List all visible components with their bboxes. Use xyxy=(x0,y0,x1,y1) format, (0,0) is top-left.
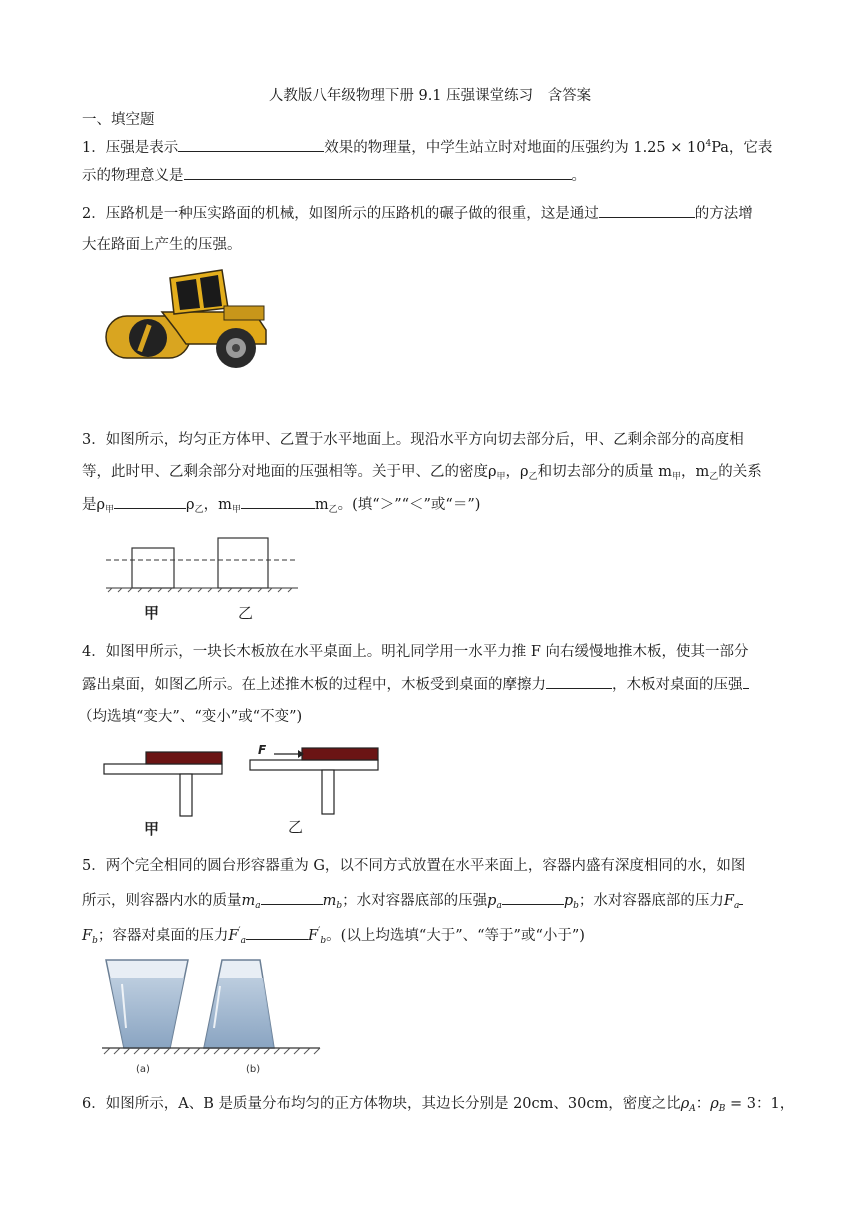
q3-text: 和切去部分的质量 m xyxy=(537,464,672,480)
document-title: 人教版八年级物理下册 9.1 压强课堂练习 含答案 xyxy=(268,88,592,104)
q5-prime: ′ xyxy=(238,926,241,937)
q3-text: ρ xyxy=(186,497,195,513)
q5-var: F xyxy=(82,927,93,944)
q4-blank2[interactable] xyxy=(743,674,749,689)
q5-var: m xyxy=(241,893,256,909)
q3-subscript: 乙 xyxy=(709,472,719,482)
section-heading: 一、填空题 xyxy=(82,112,155,128)
q3-text: 是ρ xyxy=(82,497,106,513)
q4-line1: 4．如图甲所示，一块长木板放在水平桌面上。明礼同学用一水平力推 F 向右缓慢地推木板，使其一部分 xyxy=(82,644,749,660)
q6-subscript: B xyxy=(718,1104,726,1114)
q5-var: m xyxy=(322,893,337,909)
q5-subscript: b xyxy=(320,935,327,946)
q4-blank1[interactable] xyxy=(546,674,612,689)
q5-subscript: b xyxy=(92,935,98,946)
q3-subscript: 甲 xyxy=(671,472,681,482)
q4-fig-label-jia: 甲 xyxy=(144,820,160,838)
q5-subscript: a xyxy=(733,901,740,911)
q6-line1 xyxy=(82,1094,794,1119)
q5-subscript: b xyxy=(336,901,343,911)
cube-jia xyxy=(132,548,174,588)
q5-var: p xyxy=(487,893,497,909)
q3-text: 等，此时甲、乙剩余部分对地面的压强相等。关于甲、乙的密度ρ xyxy=(82,464,497,480)
q5-line1: 5．两个完全相同的圆台形容器重为 G，以不同方式放置在水平来面上，容器内盛有深度相同的水，如图 xyxy=(82,858,746,874)
q2-text: 2．压路机是一种压实路面的机械，如图所示的压路机的碾子做的很重，这是通过 xyxy=(82,206,599,222)
q5-text: ；水对容器底部的压强 xyxy=(342,893,488,909)
q6-var: ρ xyxy=(710,1096,719,1112)
q6-text: = 3：1， xyxy=(725,1096,795,1112)
q2-line1 xyxy=(82,203,753,224)
q1-blank2[interactable] xyxy=(184,165,572,180)
q5-text: 所示，则容器内水的质量 xyxy=(82,893,242,909)
q4-board-figure xyxy=(100,742,390,838)
q3-text: ，ρ xyxy=(505,464,529,480)
q1-line1 xyxy=(82,134,772,158)
q4-line3: （均选填“变大”、“变小”或“不变”) xyxy=(78,709,303,725)
q5-line3 xyxy=(82,922,585,951)
q3-text: m xyxy=(314,497,329,513)
q1-blank1[interactable] xyxy=(178,137,324,152)
q3-subscript: 乙 xyxy=(328,505,338,515)
q3-subscript: 乙 xyxy=(194,505,204,515)
force-label: F xyxy=(258,743,267,757)
q3-subscript: 甲 xyxy=(496,472,506,482)
q5-var: p xyxy=(563,893,574,909)
q3-text: ，m xyxy=(203,497,232,513)
q5-var: F xyxy=(308,927,319,944)
q3-blank2[interactable] xyxy=(241,494,315,509)
q4-line2 xyxy=(82,674,749,695)
q3-line1: 3．如图所示，均匀正方体甲、乙置于水平地面上。现沿水平方向切去部分后，甲、乙剩余部分的高度相 xyxy=(82,432,744,448)
q5-subscript: a xyxy=(240,935,247,946)
q5-subscript: a xyxy=(255,901,261,911)
q3-text: 。(填“＞”“＜”或“＝”) xyxy=(337,497,481,513)
q5-fig-label-b: (b) xyxy=(246,1064,261,1075)
q2-line2: 大在路面上产生的压强。 xyxy=(82,237,242,253)
q3-subscript: 甲 xyxy=(105,505,115,515)
q6-var: ρ xyxy=(680,1096,690,1112)
q4-fig-label-yi: 乙 xyxy=(288,818,304,836)
q5-text: ；水对容器底部的压力 xyxy=(578,893,724,909)
q5-containers-figure xyxy=(100,956,326,1076)
q5-blank4[interactable] xyxy=(246,925,308,940)
q3-cubes-figure xyxy=(104,536,300,626)
q5-var: F xyxy=(228,927,239,944)
q5-blank3[interactable] xyxy=(739,890,743,905)
q5-text: 。(以上均选填“大于”、“等于”或“小于”) xyxy=(326,927,585,944)
q1-text: 1．压强是表示 xyxy=(82,139,179,156)
q3-line3 xyxy=(82,494,480,520)
q3-subscript: 乙 xyxy=(528,472,538,482)
q1-text: 示的物理意义是 xyxy=(82,168,184,184)
q6-text: 6．如图所示，A、B 是质量分布均匀的正方体物块，其边长分别是 20cm、30cm，密度之比 xyxy=(82,1096,681,1112)
q5-blank1[interactable] xyxy=(261,890,323,905)
q5-subscript: a xyxy=(496,901,502,911)
q5-fig-label-a: (a) xyxy=(136,1064,150,1075)
q5-subscript: b xyxy=(573,901,579,911)
q1-text: 。 xyxy=(571,168,586,184)
q1-text: 效果的物理量，中学生站立时对地面的压强约为 1.25 × 10 xyxy=(324,139,706,156)
q5-var: F xyxy=(723,893,734,909)
q3-text: 的关系 xyxy=(718,464,762,480)
q3-blank1[interactable] xyxy=(114,494,186,509)
q3-fig-label-jia: 甲 xyxy=(144,604,160,622)
q3-text: ，m xyxy=(680,464,710,480)
board-yi xyxy=(302,748,378,760)
q4-text: ，木板对桌面的压强 xyxy=(612,677,743,693)
q6-subscript: A xyxy=(689,1104,696,1114)
road-roller-image xyxy=(104,268,280,372)
q5-prime: ′ xyxy=(318,926,321,937)
q3-line2 xyxy=(82,462,762,487)
q4-text: 露出桌面，如图乙所示。在上述推木板的过程中，木板受到桌面的摩擦力 xyxy=(82,677,546,693)
q1-text: Pa，它表 xyxy=(711,139,773,156)
q1-line2 xyxy=(82,165,586,186)
q1-exponent: 4 xyxy=(705,139,712,149)
board-jia xyxy=(146,752,222,764)
q3-fig-label-yi: 乙 xyxy=(238,604,254,622)
q6-text: ： xyxy=(695,1096,711,1112)
q3-subscript: 甲 xyxy=(231,505,241,515)
q2-blank[interactable] xyxy=(599,203,695,218)
cube-yi xyxy=(218,538,268,588)
q5-blank2[interactable] xyxy=(502,890,564,905)
q5-line2 xyxy=(82,890,743,916)
q5-text: ；容器对桌面的压力 xyxy=(97,927,229,944)
q2-text: 的方法增 xyxy=(694,206,753,222)
